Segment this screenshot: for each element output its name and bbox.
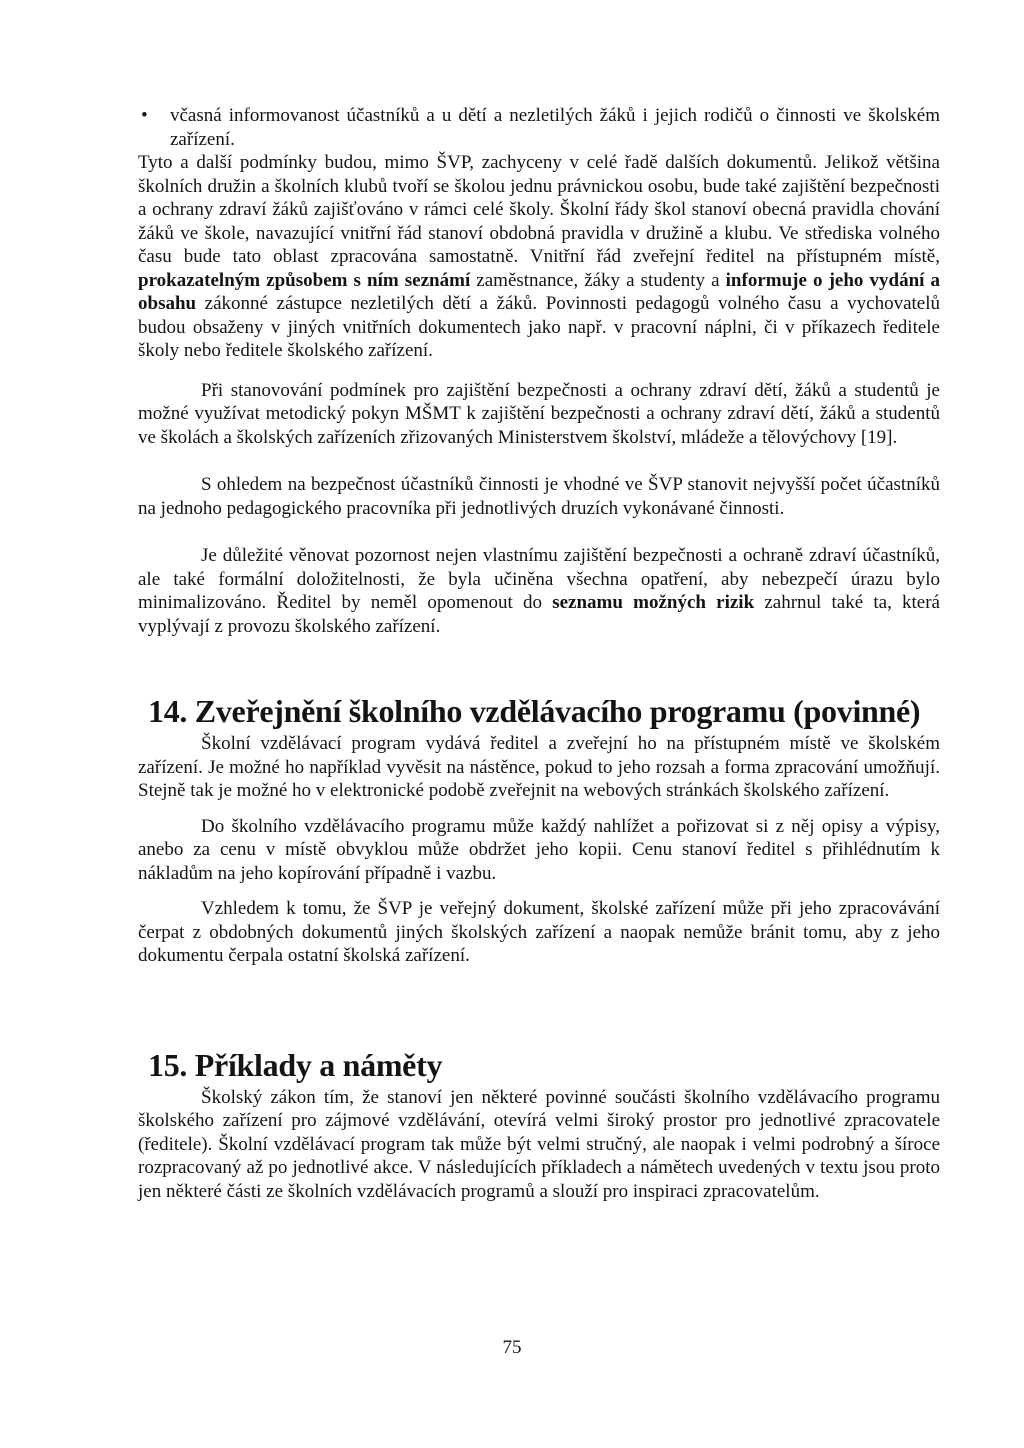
section-14-paragraph: Do školního vzdělávacího programu může každý nahlížet a pořizovat si z něj opisy a výpisy, anebo za cenu v místě obvyklou může obdržet jeho kopii. Cenu stanoví ředitel s přihlédnutím k nákladům na jeho kopírování případně i vazbu. bbox=[138, 815, 940, 884]
section-14-paragraph: Vzhledem k tomu, že ŠVP je veřejný dokument, školské zařízení může při jeho zpracovávání čerpat z obdobných dokumentů jiných školských zařízení a naopak nemůže bránit tomu, aby z jeho dokumentu čerpala ostatní školská zařízení. bbox=[138, 898, 940, 966]
page-number: 75 bbox=[502, 1337, 522, 1358]
paragraph-documentation bbox=[138, 544, 940, 638]
paragraph-text: Tyto a další podmínky budou, mimo ŠVP, zachyceny v celé řadě dalších dokumentů. Jelikož většina školních družin a školních klubů tvoří se školou jednu právnickou osobu, bude také zajištění bezpečnosti a ochrany zdraví žáků zajišťováno v rámci celé školy. Školní řády škol stanoví obecná pravidla chování žáků ve škole, navazující vnitřní řád stanoví obdobná pravidla v družině a klubu. Ve střediska volného času bude tato oblast zpracována samostatně. Vnitřní řád zveřejní ředitel na přístupném místě, bbox=[138, 152, 940, 267]
bold-phrase: informuje o jeho vydání a obsahu bbox=[138, 269, 940, 314]
paragraph-text: zahrnul také ta, která vyplývají z provozu školského zařízení. bbox=[138, 592, 940, 637]
bullet-symbol: • bbox=[141, 105, 148, 126]
section-14-paragraph: Školní vzdělávací program vydává ředitel a zveřejní ho na přístupném místě ve školském zařízení. Je možné ho například vyvěsit na nástěnce, pokud to jeho rozsah a forma zpracování umožňují. Stejně tak je možné ho v elektronické podobě zveřejnit na webových stránkách školského zařízení. bbox=[138, 733, 940, 801]
paragraph-safety-rules bbox=[138, 151, 940, 363]
paragraph-participant-count: S ohledem na bezpečnost účastníků činnosti je vhodné ve ŠVP stanovit nejvyšší počet účastníků na jednoho pedagogického pracovníka při jednotlivých druzích vykonávané činnosti. bbox=[138, 474, 940, 519]
section-15-heading: 15. Příklady a náměty bbox=[148, 1046, 443, 1083]
section-15-paragraph: Školský zákon tím, že stanoví jen některé povinné součásti školního vzdělávacího programu školského zařízení pro zájmové vzdělávání, otevírá velmi široký prostor pro jednotlivé zpracovatele (ředitele). Školní vzdělávací program tak může být velmi stručný, ale naopak i velmi podrobný a šíroce rozpracovaný až po jednotlivé akce. V následujících příkladech a námětech uvedených v textu jsou proto jen některé části ze školních vzdělávacích programů a slouží pro inspiraci zpracovatelům. bbox=[138, 1086, 940, 1202]
bold-phrase: prokazatelným způsobem s ním seznámí bbox=[138, 269, 471, 291]
bullet-text: včasná informovanost účastníků a u dětí a nezletilých žáků i jejich rodičů o činnosti ve školském zařízení. bbox=[170, 105, 940, 150]
bold-phrase: seznamu možných rizik bbox=[552, 592, 755, 613]
paragraph-text: Je důležité věnovat pozornost nejen vlastnímu zajištění bezpečnosti a ochraně zdraví účastníků, ale také formální doložitelnosti, že byla učiněna všechna opatření, aby nebezpečí úrazu bylo minimalizováno. Ředitel by neměl opomenout do bbox=[138, 545, 940, 613]
paragraph-text: zákonné zástupce nezletilých dětí a žáků. Povinnosti pedagogů volného času a vychovatelů budou obsaženy v jiných vnitřních dokumentech jako např. v pracovní náplni, či v příkazech ředitele školy nebo ředitele školského zařízení. bbox=[138, 293, 940, 361]
document-page bbox=[138, 104, 940, 1203]
paragraph-text: zaměstnance, žáky a studenty a bbox=[470, 269, 726, 291]
paragraph-msmt-guideline: Při stanovování podmínek pro zajištění bezpečnosti a ochrany zdraví dětí, žáků a studentů je možné využívat metodický pokyn MŠMT k zajištění bezpečnosti a ochrany zdraví dětí, žáků a studentů ve školách a školských zařízeních zřizovaných Ministerstvem školství, mládeže a tělovýchovy [19]. bbox=[138, 379, 940, 448]
bullet-item bbox=[138, 104, 940, 151]
section-14-heading: 14. Zveřejnění školního vzdělávacího programu (povinné) bbox=[148, 693, 921, 729]
